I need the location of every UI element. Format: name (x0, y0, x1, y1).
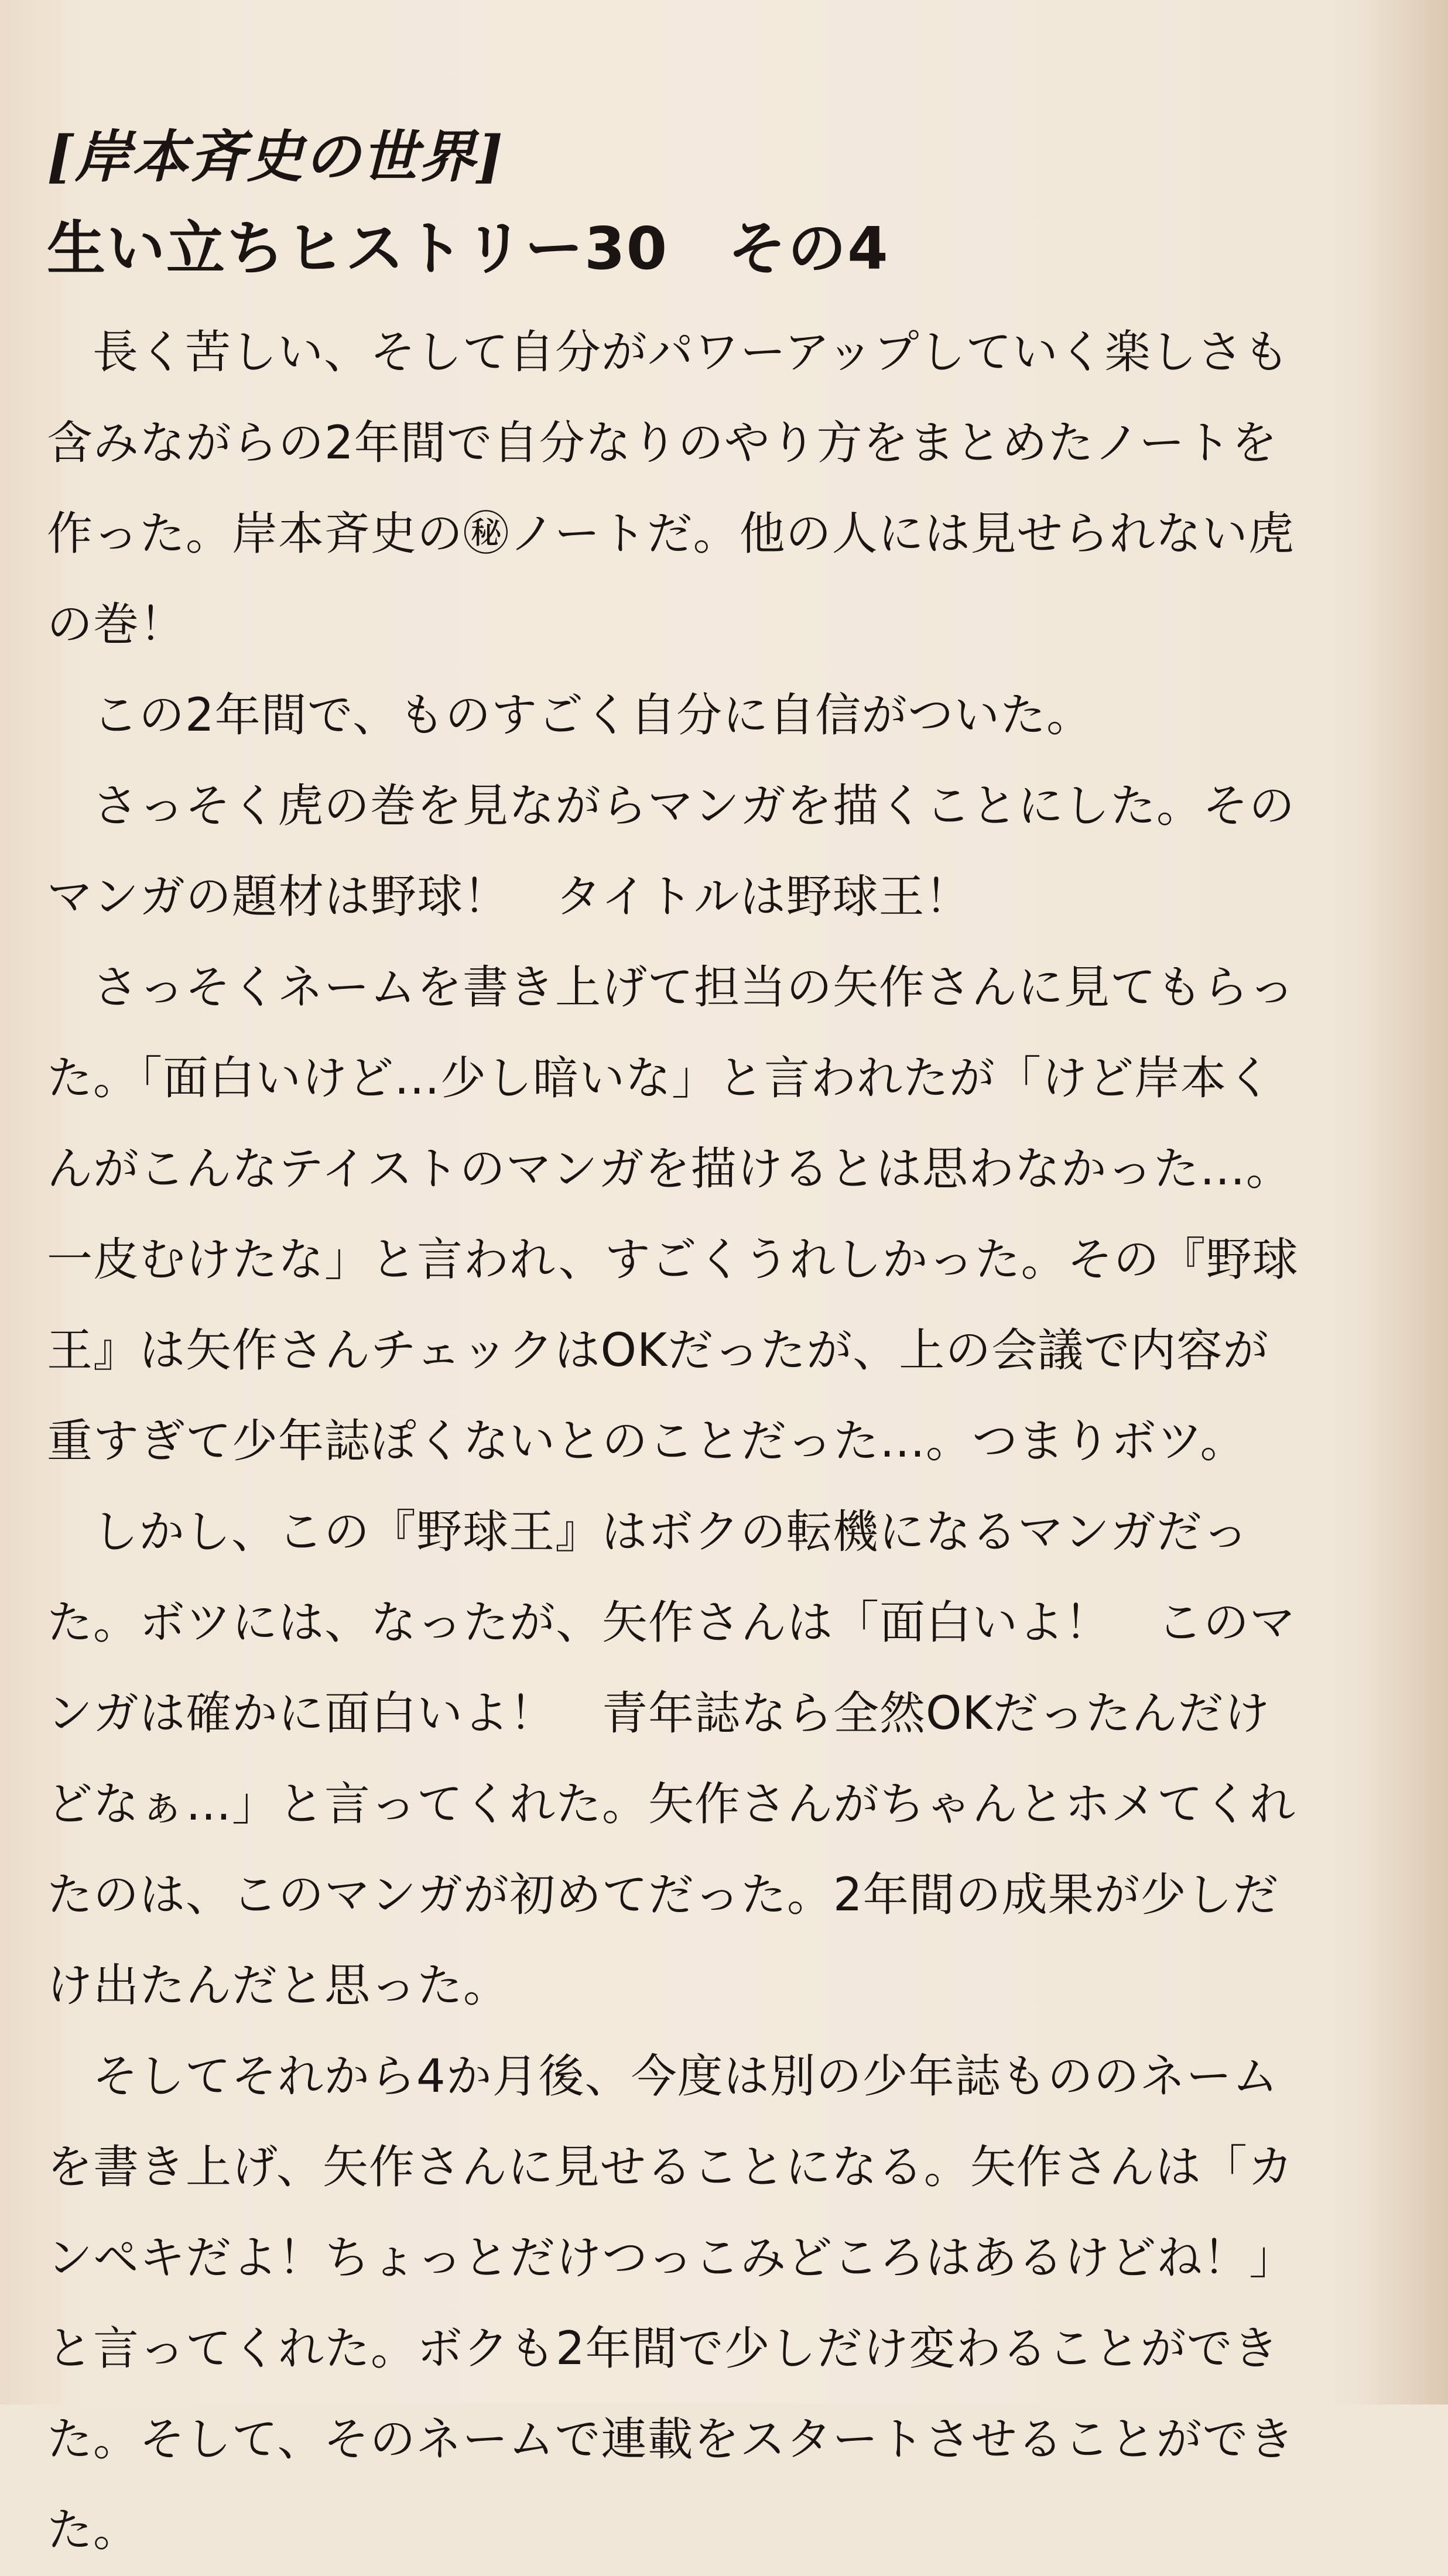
article (47, 123, 1312, 2576)
paragraph-1: 長く苦しい、そして自分がパワーアップしていく楽しさも含みながらの2年間で自分なりのやり方をまとめたノートを作った。岸本斉史の㊙ノートだ。他の人には見せられない虎の巻！ (47, 326, 1295, 652)
paragraph-6: そしてそれから4か月後、今度は別の少年誌もののネームを書き上げ、矢作さんに見せることになる。矢作さんは「カンペキだよ！ちょっとだけつっこみどころはあるけどね！」と言ってくれた。ボクも2年間で少しだけ変わることができた。そして、そのネームで連載をスタートさせることができた。 (47, 2050, 1296, 2557)
page-gutter-shading (1331, 0, 1448, 2404)
paragraph-2: この2年間で、ものすごく自分に自信がついた。 (93, 689, 1093, 742)
paragraph-5: しかし、この『野球王』はボクの転機になるマンガだった。ボツには、なったが、矢作さんは「面白いよ！ このマンガは確かに面白いよ！ 青年誌なら全然OKだったんだけどなぁ…」と言ってくれた。矢作さんがちゃんとホメてくれたのは、このマンガが初めてだった。2年間の成果が少しだけ出たんだと思った。 (47, 1506, 1296, 2013)
paragraph-3: さっそく虎の巻を見ながらマンガを描くことにした。そのマンガの題材は野球！ タイトルは野球王！ (47, 780, 1296, 924)
section-title: [岸本斉史の世界] (47, 124, 504, 190)
article-subtitle: 生い立ちヒストリー30 その4 (47, 214, 889, 283)
paragraph-4: さっそくネームを書き上げて担当の矢作さんに見てもらった。「面白いけど…少し暗いな」と言われたが「けど岸本くんがこんなテイストのマンガを描けるとは思わなかった…。一皮むけたな」と言われ、すごくうれしかった。その『野球王』は矢作さんチェックはOKだったが、上の会議で内容が重すぎて少年誌ぽくないとのことだった…。つまりボツ。 (47, 961, 1299, 1468)
